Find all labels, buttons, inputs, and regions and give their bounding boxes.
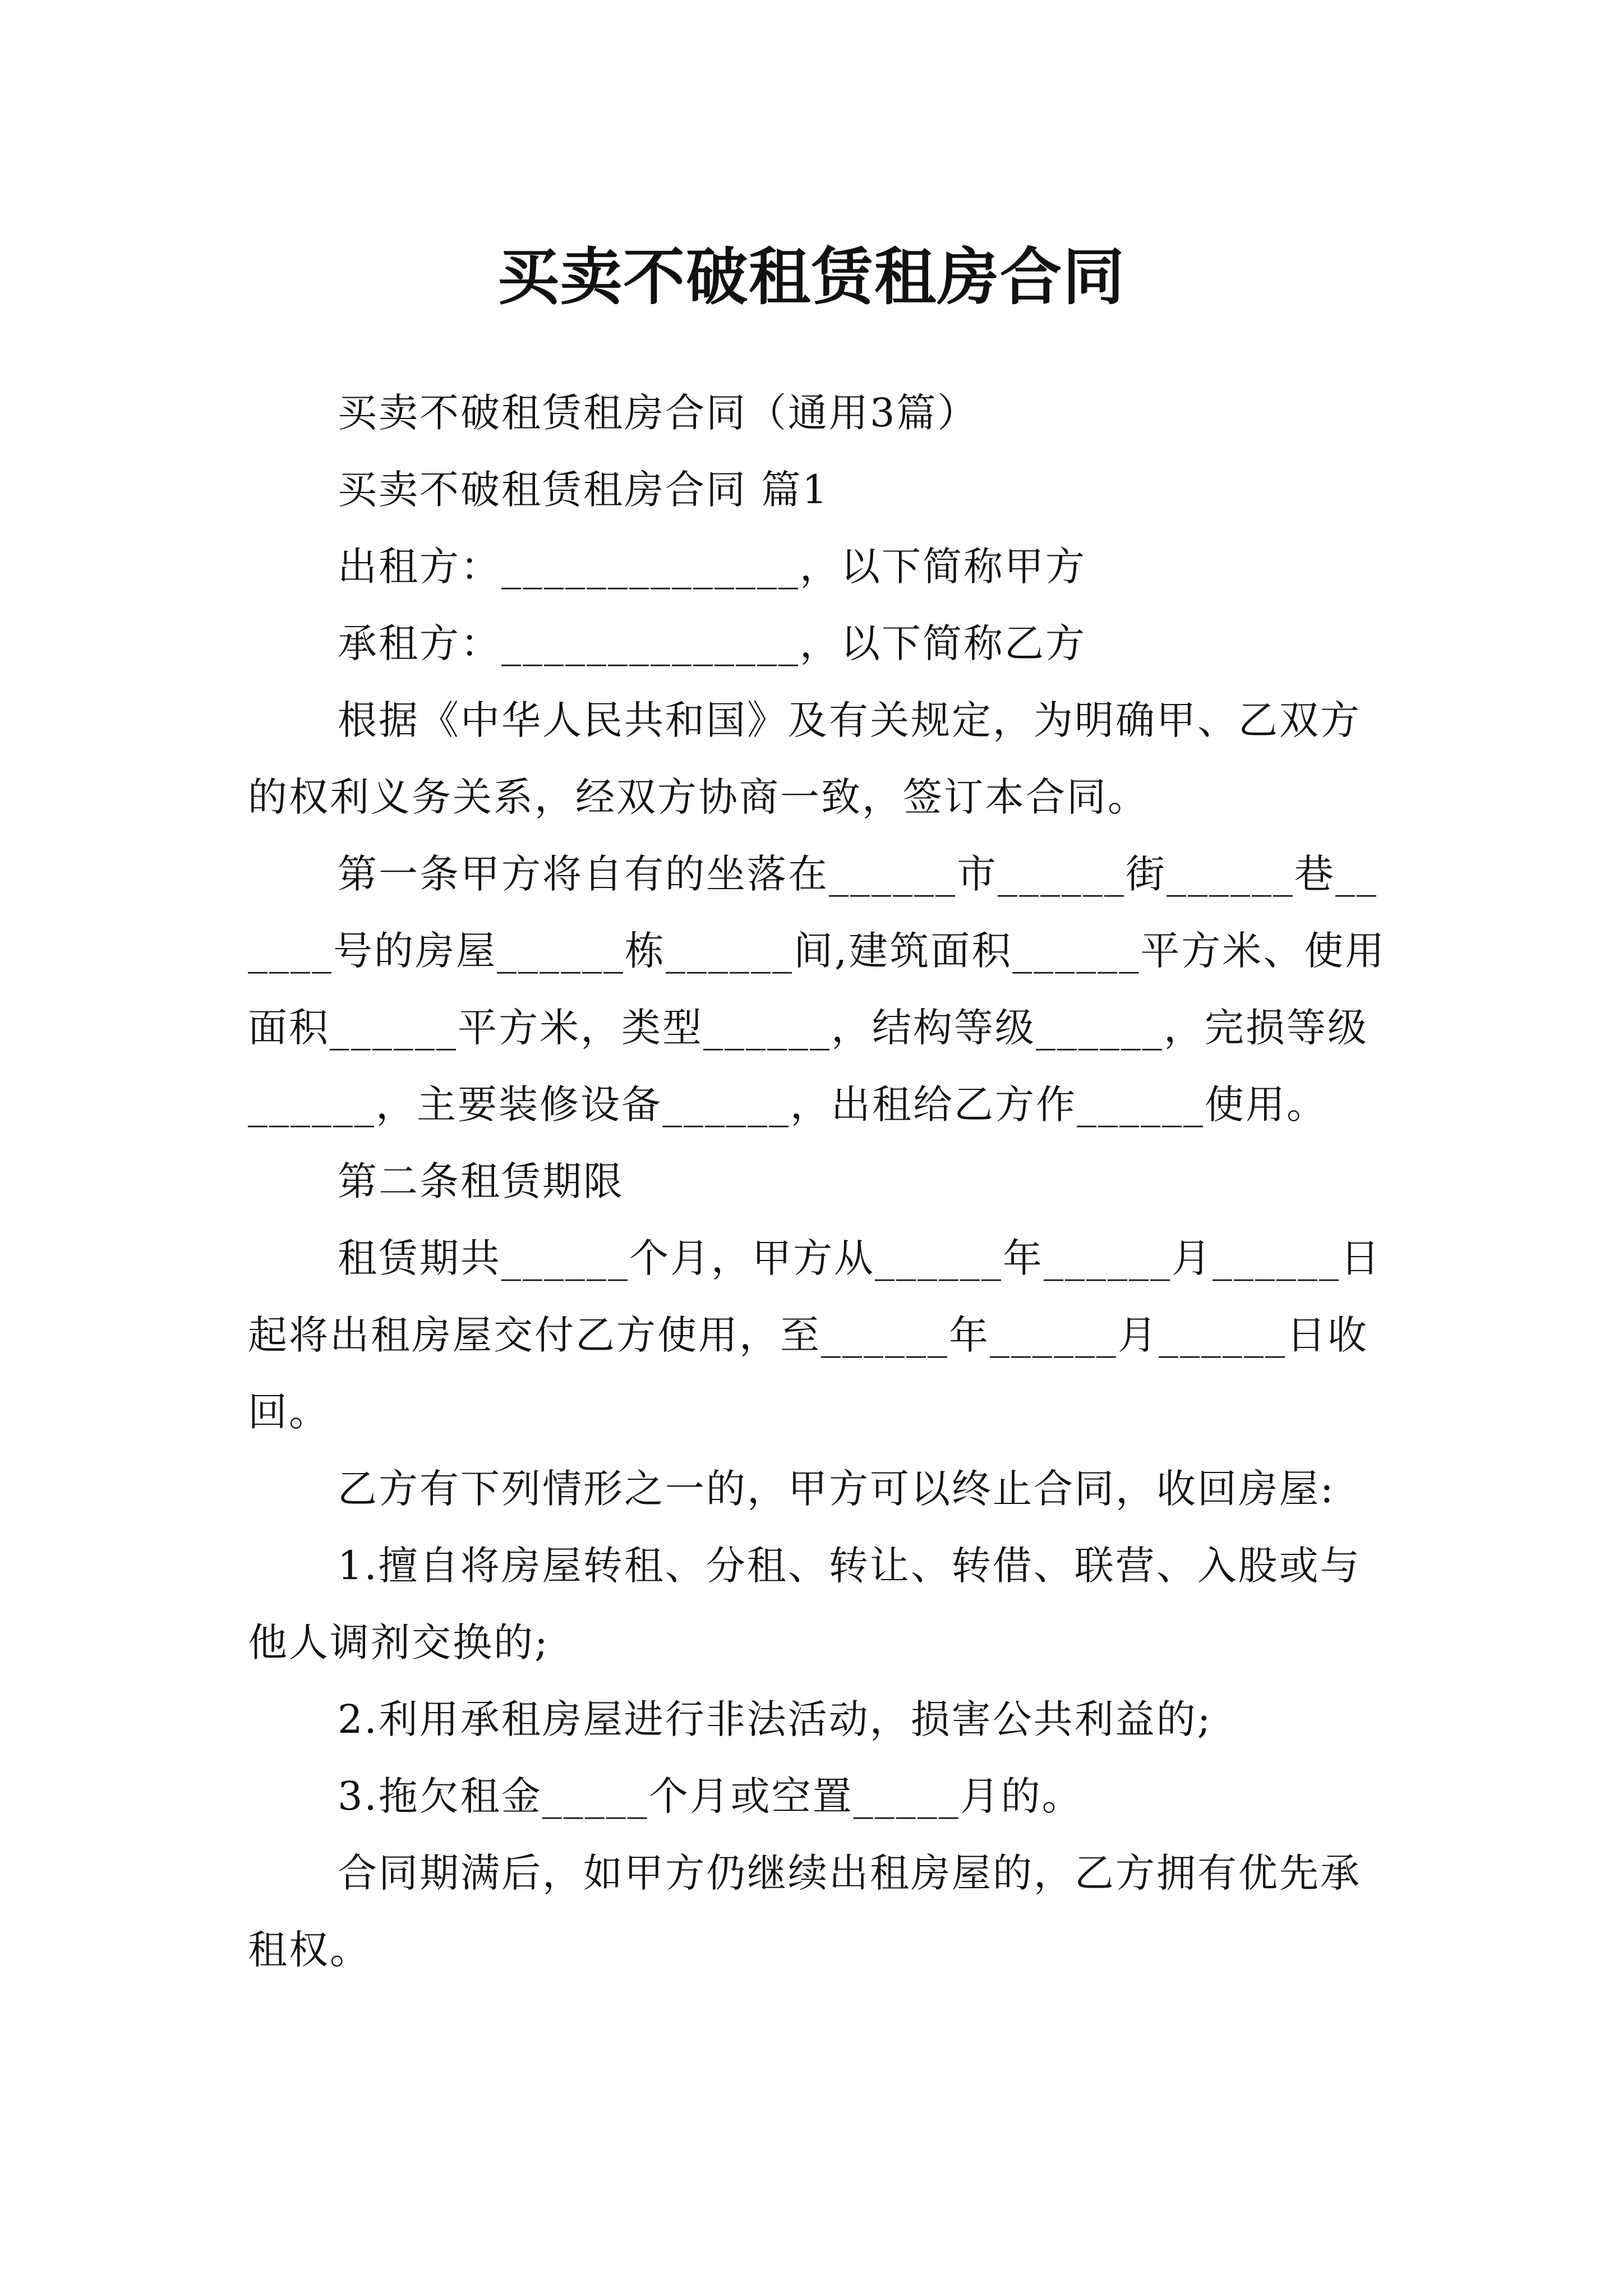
paragraph-termination-conditions: 乙方有下列情形之一的，甲方可以终止合同，收回房屋: (338, 1466, 1335, 1512)
paragraph-condition-3: 3.拖欠租金_____个月或空置_____月的。 (338, 1773, 1083, 1819)
paragraph-condition-1: 1.擅自将房屋转租、分租、转让、转借、联营、入股或与他人调剂交换的; (248, 1543, 1361, 1665)
paragraph-lessee: 承租方：______________，以下简称乙方 (338, 620, 1086, 666)
paragraph-lease-term: 租赁期共______个月，甲方从______年______月______日起将出租房屋交付乙方使用，至______年______月______日收回。 (248, 1235, 1381, 1435)
paragraph-preamble: 根据《中华人民共和国》及有关规定，为明确甲、乙双方的权利义务关系，经双方协商一致，签订本合同。 (248, 697, 1361, 820)
document-body (248, 375, 1386, 1989)
paragraph-article-2-heading: 第二条租赁期限 (338, 1158, 624, 1204)
paragraph-article-1: 第一条甲方将自有的坐落在______市______街______巷______号的房屋______栋______间,建筑面积______平方米、使用面积______平方米，类型______，结构等级______，完损等级______，主要装修设备______，出租给乙方作______使用。 (248, 851, 1386, 1128)
paragraph-priority-renewal: 合同期满后，如甲方仍继续出租房屋的，乙方拥有优先承租权。 (248, 1850, 1361, 1973)
paragraph-subtitle: 买卖不破租赁租房合同（通用3篇） (338, 390, 979, 436)
paragraph-lessor: 出租方：______________，以下简称甲方 (338, 544, 1086, 590)
paragraph-section-heading: 买卖不破租赁租房合同 篇1 (338, 467, 829, 513)
paragraph-condition-2: 2.利用承租房屋进行非法活动，损害公共利益的; (338, 1696, 1212, 1742)
document-title: 买卖不破租赁租房合同 (497, 240, 1126, 313)
